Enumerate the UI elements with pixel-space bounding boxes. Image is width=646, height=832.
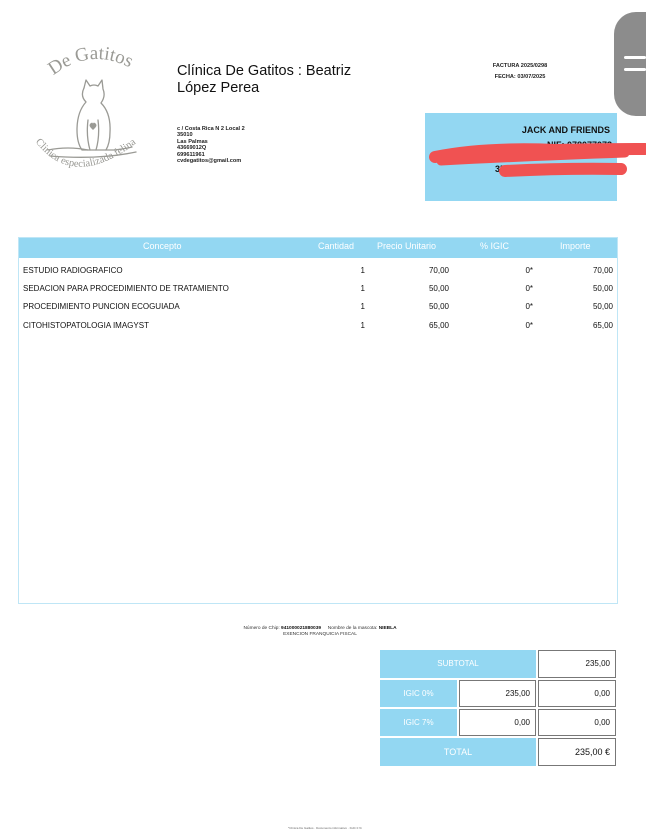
address-line: 699611961 bbox=[177, 151, 205, 158]
total-value: 235,00 € bbox=[538, 738, 616, 766]
total-label: TOTAL bbox=[380, 738, 536, 766]
address-line: c / Costa Rica N 2 Local 2 bbox=[177, 126, 245, 132]
igic0-base: 235,00 bbox=[459, 680, 536, 707]
logo-text-top: De Gatitos bbox=[44, 42, 137, 80]
cell-concept: PROCEDIMIENTO PUNCION ECOGUIADA bbox=[23, 302, 180, 311]
table-row bbox=[19, 266, 617, 280]
cell-unit-price: 70,00 bbox=[428, 266, 449, 275]
cell-quantity: 1 bbox=[360, 302, 365, 311]
igic0-value: 0,00 bbox=[538, 680, 616, 707]
table-row bbox=[19, 302, 617, 316]
logo-text-bottom: Clinica especializada felina bbox=[32, 136, 139, 170]
table-row bbox=[19, 284, 617, 298]
cell-concept: SEDACION PARA PROCEDIMIENTO DE TRATAMIENTO bbox=[23, 284, 229, 293]
cell-igic: 0* bbox=[525, 266, 533, 275]
igic7-value: 0,00 bbox=[538, 709, 616, 736]
cell-unit-price: 65,00 bbox=[428, 321, 449, 330]
header-quantity: Cantidad bbox=[318, 241, 355, 251]
side-menu-handle[interactable] bbox=[614, 12, 646, 116]
clinic-address bbox=[177, 126, 245, 164]
client-postal: 35 bbox=[495, 164, 506, 174]
menu-line-icon bbox=[624, 56, 646, 59]
igic0-label: IGIC 0% bbox=[380, 680, 457, 707]
address-line: Las Palmas bbox=[177, 138, 208, 145]
menu-line-icon bbox=[624, 68, 646, 71]
chip-label: Número de Chip: bbox=[243, 626, 280, 631]
cell-amount: 65,00 bbox=[592, 321, 613, 330]
invoice-meta bbox=[470, 61, 570, 83]
pet-name-label: Nombre de la mascota: bbox=[327, 626, 378, 631]
cell-amount: 70,00 bbox=[592, 266, 613, 275]
invoice-number: FACTURA 2025/0298 bbox=[492, 63, 548, 69]
header-unit-price: Precio Unitario bbox=[377, 241, 437, 251]
chip-value: 941000021880039 bbox=[281, 626, 322, 631]
cell-quantity: 1 bbox=[360, 284, 365, 293]
header-amount: Importe bbox=[560, 241, 591, 251]
pet-info bbox=[200, 626, 440, 638]
subtotal-value: 235,00 bbox=[538, 650, 616, 678]
cell-igic: 0* bbox=[525, 321, 533, 330]
footer-note: *Clínica De Gatitos · Documento informativo · IGIC 0 % bbox=[288, 826, 362, 830]
cell-quantity: 1 bbox=[360, 266, 365, 275]
exemption-text: EXENCION FRANQUICIA FISCAL bbox=[283, 632, 357, 637]
cell-concept: ESTUDIO RADIOGRAFICO bbox=[23, 266, 123, 275]
cell-amount: 50,00 bbox=[592, 302, 613, 311]
igic7-base: 0,00 bbox=[459, 709, 536, 736]
client-name: JACK AND FRIENDS bbox=[521, 125, 610, 135]
address-line: 43669012Q bbox=[177, 145, 207, 152]
cat-logo-icon bbox=[28, 40, 168, 200]
cell-igic: 0* bbox=[525, 302, 533, 311]
table-header bbox=[19, 238, 617, 258]
items-table bbox=[18, 237, 618, 604]
cell-unit-price: 50,00 bbox=[428, 302, 449, 311]
address-line: cvdegatitos@gmail.com bbox=[177, 158, 242, 165]
cell-concept: CITOHISTOPATOLOGIA IMAGYST bbox=[23, 321, 149, 330]
igic7-label: IGIC 7% bbox=[380, 709, 457, 736]
redaction-scribble-icon bbox=[425, 113, 646, 201]
clinic-name: Clínica De Gatitos : Beatriz López Perea bbox=[177, 63, 352, 96]
client-box bbox=[425, 113, 617, 201]
client-nif: NIF: 078077073 bbox=[546, 140, 612, 150]
address-line: 35010 bbox=[177, 132, 193, 139]
cell-unit-price: 50,00 bbox=[428, 284, 449, 293]
clinic-logo bbox=[28, 40, 168, 200]
header-igic: % IGIC bbox=[480, 241, 510, 251]
pet-name-value: NIEBLA bbox=[378, 626, 397, 631]
header-concept: Concepto bbox=[143, 241, 182, 251]
invoice-date: FECHA: 03/07/2025 bbox=[494, 74, 546, 80]
cell-quantity: 1 bbox=[360, 321, 365, 330]
table-row bbox=[19, 321, 617, 335]
cell-igic: 0* bbox=[525, 284, 533, 293]
cell-amount: 50,00 bbox=[592, 284, 613, 293]
subtotal-label: SUBTOTAL bbox=[380, 650, 536, 678]
